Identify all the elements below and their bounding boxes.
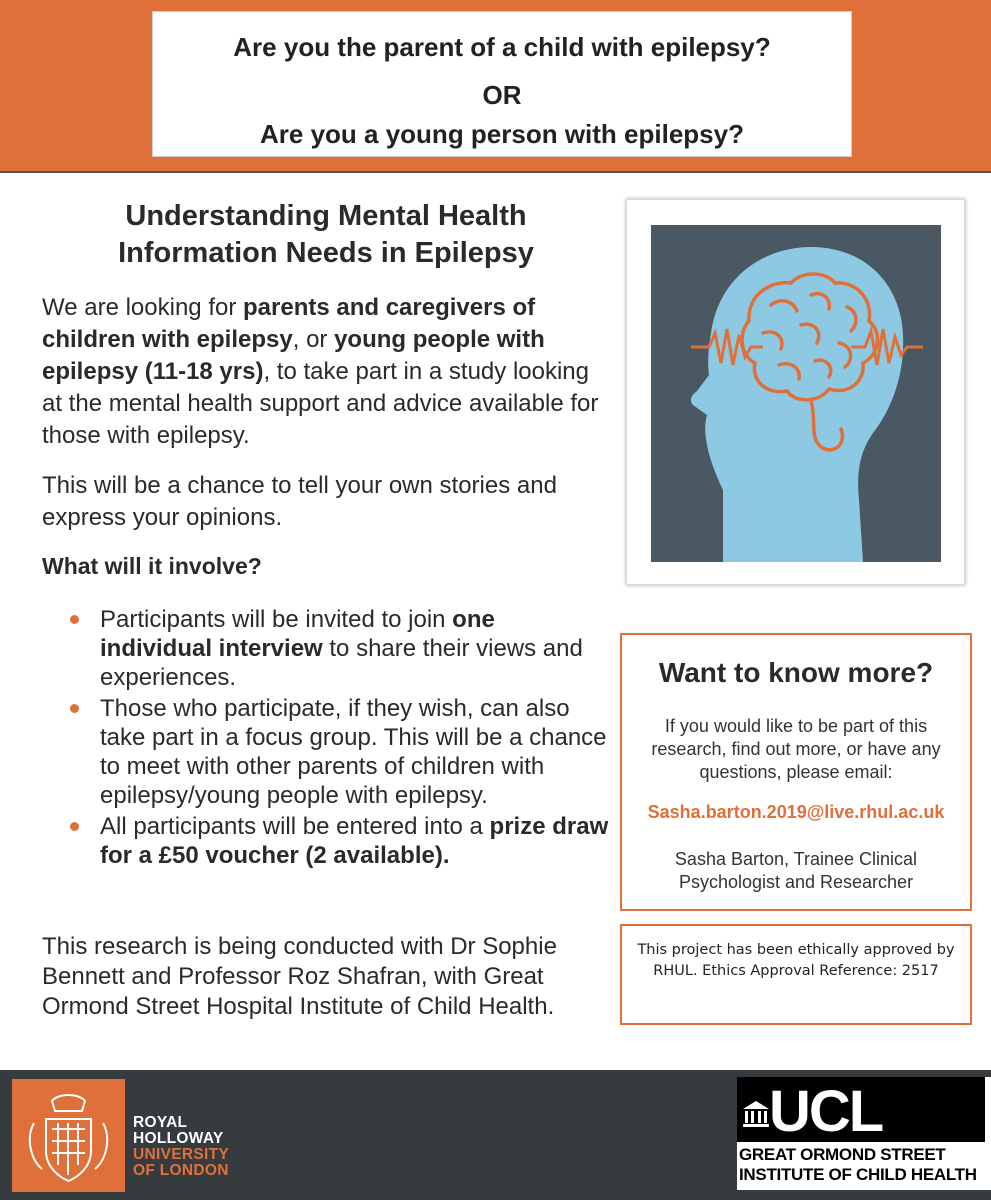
question-box — [152, 11, 852, 157]
royal-holloway-crest-icon — [12, 1079, 125, 1192]
contact-body: If you would like to be part of this research, find out more, or have any questions, please email: — [651, 716, 941, 782]
list-item — [70, 605, 610, 692]
ethics-box — [620, 924, 972, 1025]
top-banner — [0, 0, 991, 173]
research-note: This research is being conducted with Dr Sophie Bennett and Professor Roz Shafran, with Great Ormond Street Hospital Institute of Child Health. — [42, 933, 557, 1020]
ucl-wordmark-block — [737, 1077, 985, 1142]
rh-line-4: OF LONDON — [133, 1162, 229, 1179]
bullet-1-bold: one individual interview — [100, 606, 495, 662]
involve-heading: What will it involve? — [42, 553, 262, 579]
bullet-1-text-end: to share their views and experiences. — [100, 635, 583, 691]
bullet-1-text: Participants will be invited to join — [100, 606, 453, 633]
question-parent: Are you the parent of a child with epilepsy? — [233, 32, 771, 62]
bullet-3-text: All participants will be entered into a — [100, 813, 490, 840]
ucl-line-1: GREAT ORMOND STREET — [739, 1145, 946, 1164]
bullet-dot-icon — [70, 704, 79, 713]
contact-email-link[interactable]: Sasha.barton.2019@live.rhul.ac.uk — [647, 802, 945, 822]
title-line-1: Understanding Mental Health — [125, 200, 527, 232]
intro-bold-young-people: young people with epilepsy (11-18 yrs) — [42, 326, 545, 385]
ethics-text: This project has been ethically approved by RHUL. Ethics Approval Reference: 2517 — [637, 942, 955, 979]
ucl-portico-icon — [741, 1099, 771, 1129]
bullet-dot-icon — [70, 615, 79, 624]
bullet-3-bold: prize draw for a £50 voucher (2 available). — [100, 813, 609, 869]
bullet-dot-icon — [70, 822, 79, 831]
intro-bold-parents: parents and caregivers of children with epilepsy — [42, 294, 536, 353]
question-young-person: Are you a young person with epilepsy? — [260, 119, 744, 149]
ucl-logo — [737, 1077, 991, 1190]
brain-illustration — [626, 199, 965, 585]
contact-box — [620, 633, 972, 911]
list-item — [70, 694, 610, 810]
intro-text-2: , or — [292, 326, 335, 353]
contact-heading: Want to know more? — [658, 657, 934, 688]
rh-line-2: HOLLOWAY — [133, 1130, 224, 1147]
rh-line-3: UNIVERSITY — [133, 1146, 230, 1163]
page-title — [42, 198, 610, 272]
ucl-wordmark: UCL — [769, 1079, 883, 1144]
or-label: OR — [482, 80, 522, 110]
involve-list — [70, 605, 610, 872]
title-line-2: Information Needs in Epilepsy — [118, 237, 534, 269]
head-brain-icon — [651, 225, 941, 562]
bullet-2-text: Those who participate, if they wish, can also take part in a focus group. This will be a chance to meet with other parents of children with epilepsy/young people with epilepsy. — [100, 695, 607, 809]
intro-text-3: , to take part in a study looking at the mental health support and advice available for those with epilepsy. — [42, 358, 599, 449]
chance-paragraph: This will be a chance to tell your own stories and express your opinions. — [42, 472, 557, 531]
contact-signature: Sasha Barton, Trainee Clinical Psychologist and Researcher — [674, 849, 918, 892]
intro-paragraph — [42, 292, 607, 452]
ucl-institute-name — [739, 1145, 977, 1185]
list-item — [70, 812, 610, 870]
ucl-line-2: INSTITUTE OF CHILD HEALTH — [739, 1165, 977, 1184]
intro-text-1: We are looking for — [42, 294, 243, 321]
royal-holloway-wordmark — [133, 1115, 229, 1179]
rh-line-1: ROYAL — [133, 1114, 188, 1131]
